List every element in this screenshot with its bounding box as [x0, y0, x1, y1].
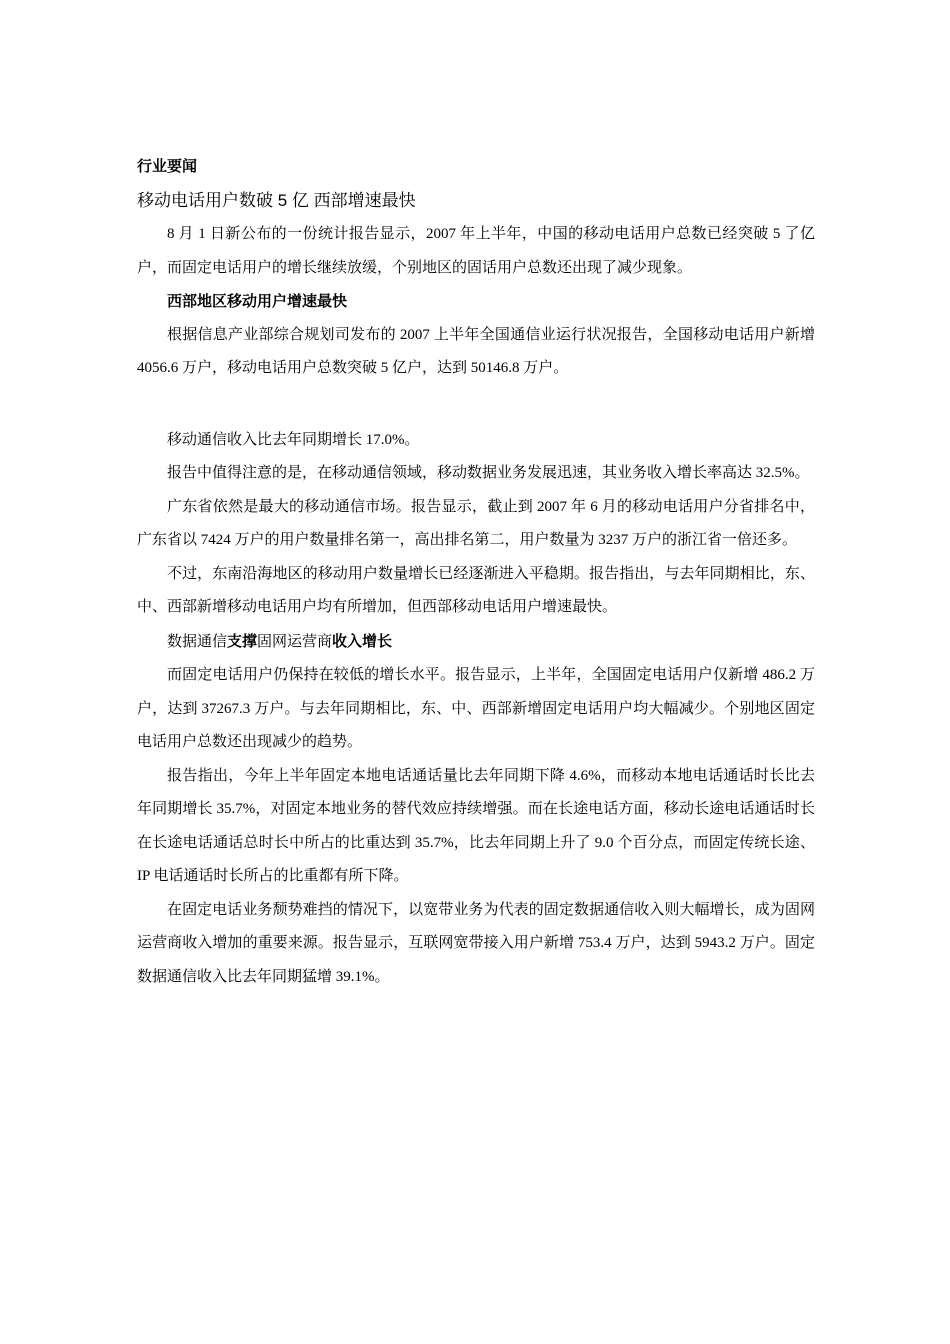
paragraph-mobile-data: 报告中值得注意的是，在移动通信领域，移动数据业务发展迅速，其业务收入增长率高达 32.5%。: [167, 465, 810, 481]
document-page: [137, 150, 815, 994]
paragraph-broadband: 在固定电话业务颓势难挡的情况下，以宽带业务为代表的固定数据通信收入则大幅增长，成为固网运营商收入增加的重要来源。报告显示，互联网宽带接入用户新增 753.4 万户，达到 5943.2 万户。固定数据通信收入比去年同期猛增 39.1%。: [137, 901, 815, 985]
subheading-part-bold: 收入增长: [332, 632, 393, 650]
paragraph-intro: 8 月 1 日新公布的一份统计报告显示，2007 年上半年，中国的移动电话用户总数已经突破 5 了亿户，而固定电话用户的增长继续放缓，个别地区的固话用户总数还出现了减少现象。: [137, 226, 815, 276]
paragraph-fixed-line: 而固定电话用户仍保持在较低的增长水平。报告显示，上半年，全国固定电话用户仅新增 486.2 万户，达到 37267.3 万户。与去年同期相比，东、中、西部新增固定电话用户均大幅减少。个别地区固定电话用户总数还出现减少的趋势。: [137, 667, 815, 750]
subheading-west-growth: 西部地区移动用户增速最快: [167, 293, 348, 310]
blank-line: [137, 386, 815, 424]
paragraph-mobile-users: 根据信息产业部综合规划司发布的 2007 上半年全国通信业运行状况报告，全国移动电话用户新增 4056.6 万户，移动电话用户总数突破 5 亿户，达到 50146.8 万户。: [137, 326, 815, 376]
subheading-part: 数据通信: [167, 633, 228, 650]
subheading-data-communication: [137, 625, 815, 660]
paragraph-mobile-revenue: 移动通信收入比去年同期增长 17.0%。: [167, 431, 420, 448]
section-label: 行业要闻: [137, 158, 198, 175]
paragraph-southeast: 不过，东南沿海地区的移动用户数量增长已经逐渐进入平稳期。报告指出，与去年同期相比，东、中、西部新增移动电话用户均有所增加，但西部移动电话用户增速最快。: [137, 565, 815, 615]
paragraph-call-volume: 报告指出，今年上半年固定本地电话通话量比去年同期下降 4.6%，而移动本地电话通话时长比去年同期增长 35.7%，对固定本地业务的替代效应持续增强。而在长途电话方面，移动长途电话通话时长在长途电话通话总时长中所占的比重达到 35.7%，比去年同期上升了 9.0 个百分点，而固定传统长途、IP 电话通话时长所占的比重都有所下降。: [137, 767, 815, 884]
paragraph-guangdong: 广东省依然是最大的移动通信市场。报告显示，截止到 2007 年 6 月的移动电话用户分省排名中，广东省以 7424 万户的用户数量排名第一，高出排名第二，用户数量为 3237 万户的浙江省一倍还多。: [137, 498, 815, 548]
subheading-part-bold: 支撑: [227, 632, 258, 650]
article-headline: 移动电话用户数破 5 亿 西部增速最快: [137, 191, 416, 210]
subheading-part: 固网运营商: [257, 633, 333, 650]
